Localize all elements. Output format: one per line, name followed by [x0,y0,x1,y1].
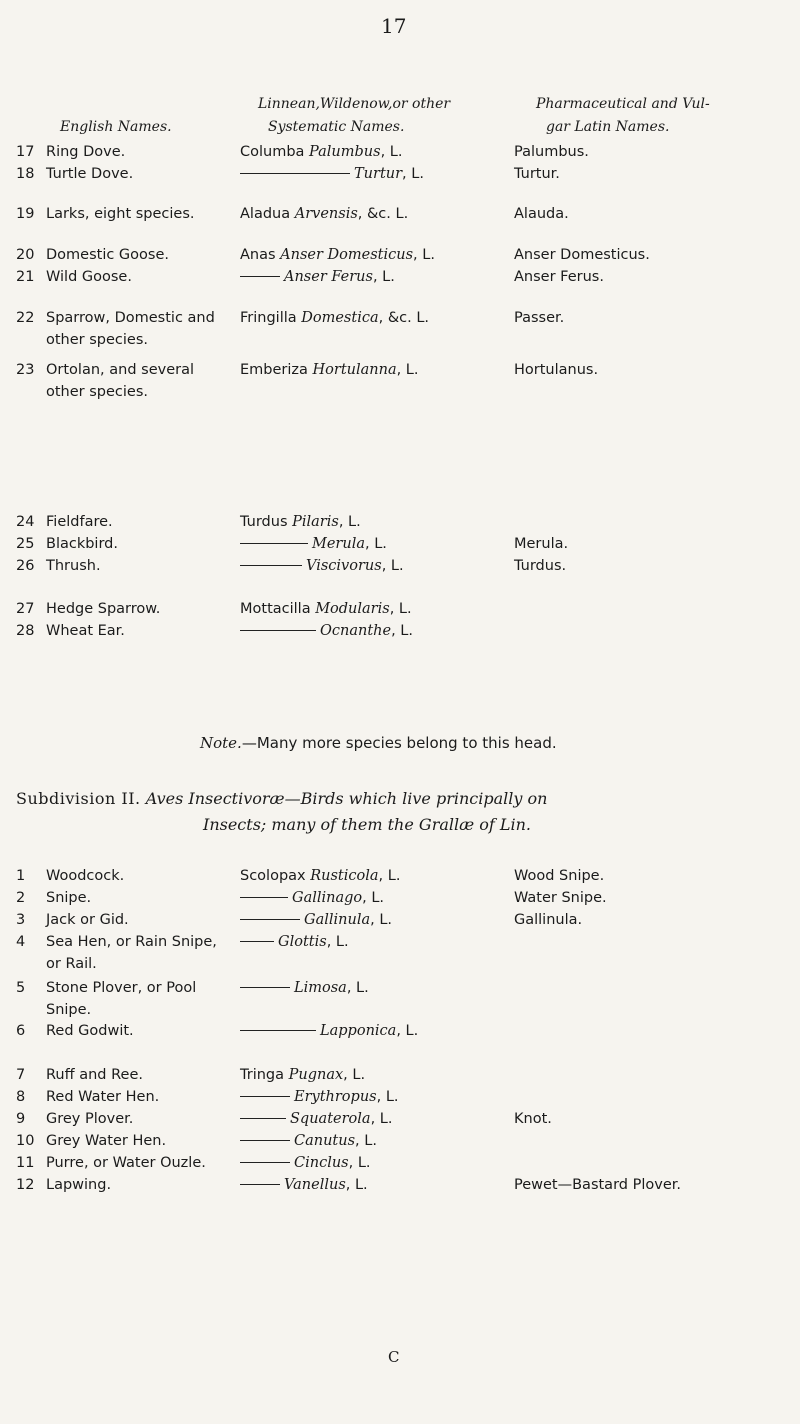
english-name-line1: Sea Hen, or Rain Snipe, [46,934,217,950]
systematic-name [240,533,387,555]
systematic-name [240,598,412,620]
systematic-name [240,1130,377,1152]
species-name: Limosa [294,980,347,996]
row-number: 6 [16,1023,26,1039]
row-number: 12 [16,1177,35,1193]
ditto-dash [240,897,288,898]
systematic-name [240,1064,365,1086]
english-name [46,931,217,975]
species-name: Arvensis [294,206,358,222]
english-name [46,620,125,642]
authority: , L. [348,1155,371,1171]
row-number: 24 [16,514,35,530]
authority: , L. [370,912,393,928]
systematic-name [240,887,384,909]
row-number: 5 [16,980,26,996]
ditto-dash [240,1096,290,1097]
pharmaceutical-name: Alauda. [514,206,569,222]
ditto-dash [240,1184,280,1185]
authority: , L. [355,1133,377,1149]
row-number: 10 [16,1133,35,1149]
ditto-dash [240,987,290,988]
english-name [46,1174,111,1196]
authority: , L. [413,247,435,263]
systematic-name [240,620,413,642]
authority: , L. [345,1177,368,1193]
species-name: Anser Domesticus [280,247,414,263]
subdivision-heading-line2: Insects; many of them the Grallæ of Lin. [203,815,532,834]
species-name: Domestica [301,310,379,326]
systematic-name [240,141,403,163]
header-systematic-line2: Systematic Names. [268,119,405,135]
authority: , L. [338,514,361,530]
ditto-dash [240,1162,290,1163]
genus-name: Scolopax [240,868,306,884]
subdivision-heading-line1 [16,787,547,811]
header-systematic-line1: Linnean,Wildenow,or other [258,96,451,112]
english-name [46,244,169,266]
subdivision-title: Aves Insectivoræ—Birds which live principally on [145,789,548,808]
english-name-line1: Jack or Gid. [46,912,129,928]
row-number: 11 [16,1155,35,1171]
systematic-name [240,1174,368,1196]
ditto-dash [240,919,300,920]
species-name: Gallinago [292,890,363,906]
row-number: 8 [16,1089,26,1105]
species-name: Rusticola [310,868,379,884]
header-pharm-line2: gar Latin Names. [546,119,670,135]
pharmaceutical-name: Gallinula. [514,912,583,928]
genus-name: Aladua [240,206,291,222]
species-name: Gallinula [304,912,371,928]
pharmaceutical-name: Palumbus. [514,144,589,160]
row-number: 25 [16,536,35,552]
systematic-name [240,977,369,999]
authority: , L. [396,1023,419,1039]
systematic-name [240,244,435,266]
genus-name: Fringilla [240,310,297,326]
systematic-name [240,1152,371,1174]
english-name-line1: Grey Water Hen. [46,1133,167,1149]
genus-name: Anas [240,247,276,263]
english-name [46,307,215,351]
english-name-line1: Red Godwit. [46,1023,134,1039]
english-name [46,1130,166,1152]
authority: , L. [396,362,419,378]
authority: , L. [372,269,395,285]
english-name [46,1086,159,1108]
authority: , L. [370,1111,393,1127]
row-number: 17 [16,144,35,160]
species-name: Ocnanthe [320,623,392,639]
english-name-line2: or Rail. [46,956,97,972]
english-name-line1: Thrush. [46,558,101,574]
row-number: 27 [16,601,35,617]
authority: , L. [380,144,403,160]
english-name [46,1152,206,1174]
ditto-dash [240,1140,290,1141]
pharmaceutical-name: Turtur. [514,166,560,182]
pharmaceutical-name: Pewet—Bastard Plover. [514,1177,681,1193]
english-name [46,909,129,931]
systematic-name [240,931,349,953]
pharmaceutical-name: Turdus. [514,558,567,574]
english-name [46,141,125,163]
row-number: 23 [16,362,35,378]
authority: , L. [389,601,412,617]
pharmaceutical-name: Anser Domesticus. [514,247,650,263]
row-number: 3 [16,912,26,928]
english-name-line1: Snipe. [46,890,92,906]
ditto-dash [240,1030,316,1031]
row-number: 2 [16,890,26,906]
systematic-name [240,163,424,185]
systematic-name [240,266,395,288]
english-name-line2: other species. [46,332,149,348]
english-name-line1: Turtle Dove. [46,166,134,182]
row-number: 7 [16,1067,26,1083]
authority: , &c. L. [378,310,430,326]
authority: , L. [346,980,369,996]
authority: , L. [343,1067,366,1083]
row-number: 22 [16,310,35,326]
pharmaceutical-name: Hortulanus. [514,362,599,378]
header-english: English Names. [60,119,172,135]
english-name [46,1020,134,1042]
english-name-line1: Ruff and Ree. [46,1067,143,1083]
species-name: Canutus [294,1133,356,1149]
english-name-line1: Ortolan, and several [46,362,194,378]
english-name-line1: Hedge Sparrow. [46,601,161,617]
row-number: 20 [16,247,35,263]
species-name: Modularis [315,601,390,617]
page-number: 17 [381,14,407,38]
english-name [46,203,195,225]
english-name [46,977,196,1021]
genus-name: Tringa [240,1067,284,1083]
english-name [46,1064,143,1086]
english-name [46,266,132,288]
genus-name: Columba [240,144,305,160]
row-number: 9 [16,1111,26,1127]
genus-name: Mottacilla [240,601,311,617]
english-name-line1: Wild Goose. [46,269,132,285]
systematic-name [240,203,408,225]
english-name-line1: Woodcock. [46,868,125,884]
english-name-line1: Stone Plover, or Pool [46,980,197,996]
systematic-name [240,307,429,329]
header-pharm-line1: Pharmaceutical and Vul- [536,96,710,112]
species-name: Lapponica [320,1023,397,1039]
subdivision-label: Subdivision II. [16,789,141,808]
species-name: Erythropus [294,1089,377,1105]
english-name-line1: Wheat Ear. [46,623,125,639]
species-name: Squaterola [290,1111,371,1127]
note-text: —Many more species belong to this head. [241,734,557,752]
systematic-name [240,909,392,931]
english-name [46,511,113,533]
english-name [46,887,91,909]
authority: , L. [381,558,404,574]
english-name-line2: other species. [46,384,149,400]
row-number: 4 [16,934,26,950]
english-name-line1: Sparrow, Domestic and [46,310,215,326]
english-name [46,163,133,185]
species-name: Anser Ferus [284,269,373,285]
english-name-line1: Grey Plover. [46,1111,134,1127]
pharmaceutical-name: Passer. [514,310,565,326]
systematic-name [240,359,419,381]
row-number: 19 [16,206,35,222]
row-number: 21 [16,269,35,285]
systematic-name [240,1020,418,1042]
signature-mark: C [388,1348,400,1366]
ditto-dash [240,1118,286,1119]
english-name-line1: Larks, eight species. [46,206,195,222]
authority: , L. [364,536,387,552]
species-name: Turtur [354,166,403,182]
authority: , &c. L. [357,206,409,222]
species-name: Cinclus [294,1155,349,1171]
english-name-line1: Domestic Goose. [46,247,169,263]
ditto-dash [240,941,274,942]
authority: , L. [376,1089,399,1105]
species-name: Pugnax [288,1067,344,1083]
species-name: Vanellus [284,1177,346,1193]
english-name-line1: Purre, or Water Ouzle. [46,1155,206,1171]
species-name: Viscivorus [306,558,382,574]
authority: , L. [326,934,349,950]
english-name-line1: Red Water Hen. [46,1089,160,1105]
species-name: Glottis [278,934,327,950]
note-line [200,734,557,752]
english-name [46,1108,133,1130]
species-name: Pilaris [292,514,339,530]
authority: , L. [391,623,413,639]
english-name [46,598,160,620]
authority: , L. [362,890,385,906]
row-number: 26 [16,558,35,574]
english-name-line1: Ring Dove. [46,144,126,160]
english-name [46,865,124,887]
genus-name: Turdus [240,514,288,530]
note-label: Note. [200,734,242,752]
english-name-line2: Snipe. [46,1002,92,1018]
pharmaceutical-name: Wood Snipe. [514,868,605,884]
english-name [46,533,118,555]
english-name [46,359,194,403]
ditto-dash [240,565,302,566]
ditto-dash [240,630,316,631]
systematic-name [240,1086,399,1108]
english-name [46,555,101,577]
authority: , L. [402,166,424,182]
english-name-line1: Lapwing. [46,1177,112,1193]
species-name: Merula [312,536,365,552]
pharmaceutical-name: Anser Ferus. [514,269,604,285]
row-number: 1 [16,868,26,884]
genus-name: Emberiza [240,362,308,378]
ditto-dash [240,276,280,277]
ditto-dash [240,543,308,544]
row-number: 18 [16,166,35,182]
english-name-line1: Fieldfare. [46,514,113,530]
authority: , L. [378,868,401,884]
species-name: Hortulanna [312,362,397,378]
pharmaceutical-name: Merula. [514,536,569,552]
ditto-dash [240,173,350,174]
species-name: Palumbus [309,144,381,160]
english-name-line1: Blackbird. [46,536,118,552]
systematic-name [240,511,361,533]
systematic-name [240,1108,392,1130]
pharmaceutical-name: Knot. [514,1111,552,1127]
pharmaceutical-name: Water Snipe. [514,890,607,906]
systematic-name [240,555,404,577]
row-number: 28 [16,623,35,639]
systematic-name [240,865,400,887]
